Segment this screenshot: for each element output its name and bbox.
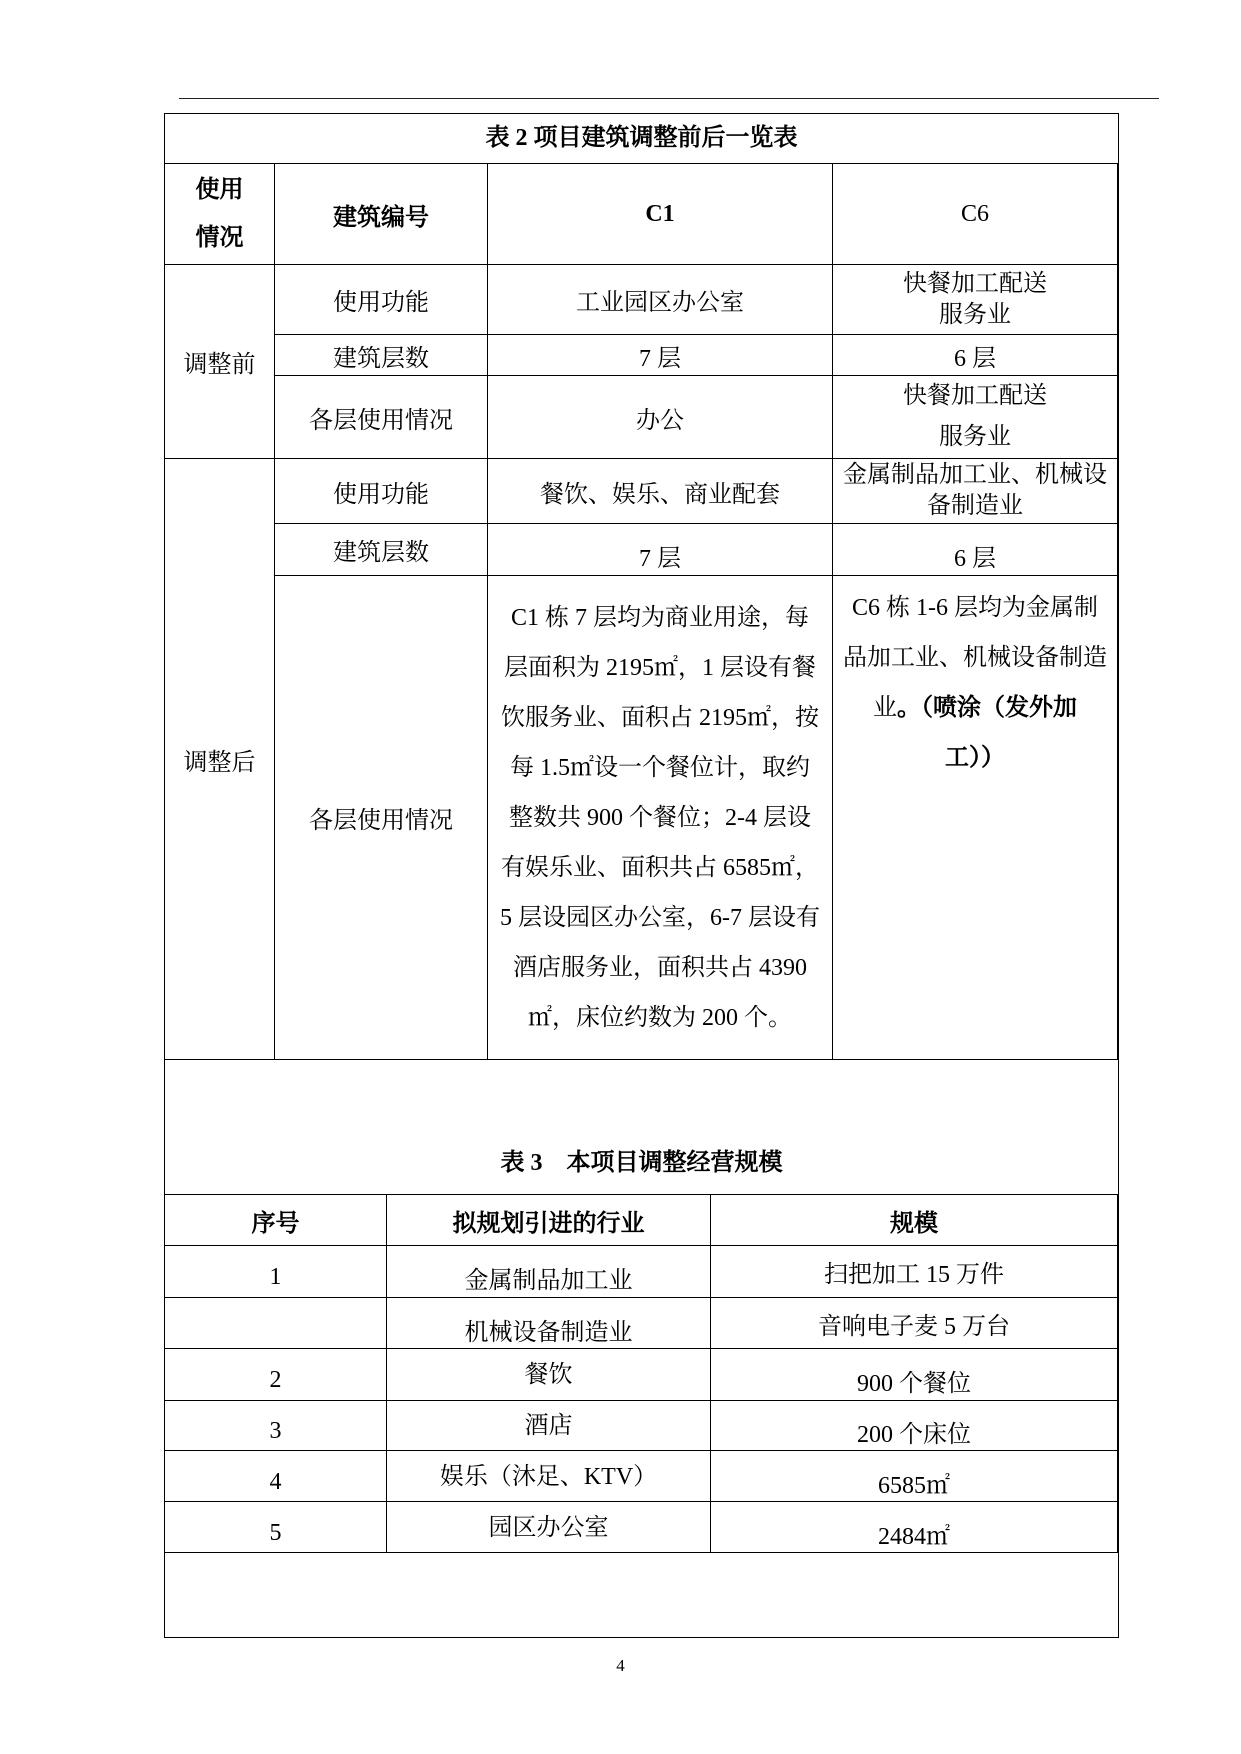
table3-row	[165, 1298, 1118, 1349]
table3-business-scale	[164, 1194, 1118, 1553]
table2-c6-value: 6 层	[833, 335, 1118, 376]
table2-header-c1: C1	[488, 164, 833, 265]
table2-item-label: 建筑层数	[275, 335, 488, 376]
table2-c1-value: 7 层	[488, 335, 833, 376]
table2-item-label: 使用功能	[275, 459, 488, 524]
table3-scale: 6585㎡	[711, 1451, 1118, 1502]
table3-scale: 900 个餐位	[711, 1349, 1118, 1401]
table3-header-row	[165, 1195, 1118, 1246]
table3-no: 4	[165, 1451, 387, 1502]
table3-header-scale: 规模	[711, 1195, 1118, 1246]
table3-industry: 餐饮	[387, 1349, 711, 1401]
table2-c6-floor-usage-cell	[833, 576, 1118, 1060]
table3-industry: 酒店	[387, 1401, 711, 1451]
table2-before-label: 调整前	[165, 265, 275, 459]
table2-row	[165, 576, 1118, 1060]
table2-c6-value: 6 层	[833, 524, 1118, 576]
table2-row	[165, 524, 1118, 576]
table3-no: 2	[165, 1349, 387, 1401]
table2-after-label: 调整后	[165, 459, 275, 1060]
table2-c6-value: 金属制品加工业、机械设 备制造业	[833, 459, 1118, 524]
table2-c1-value: 工业园区办公室	[488, 265, 833, 335]
table2-header-usage: 使用 情况	[165, 164, 275, 265]
table3-scale: 2484㎡	[711, 1502, 1118, 1553]
table2-item-label: 使用功能	[275, 265, 488, 335]
table2-c6-spray-note: 。（喷涂（发外加 工））	[897, 695, 1077, 771]
table2-header-c6: C6	[833, 164, 1118, 265]
table3-row	[165, 1246, 1118, 1298]
table2-c6-value: 快餐加工配送 服务业	[833, 376, 1118, 459]
table2-item-label: 各层使用情况	[275, 376, 488, 459]
header-rule	[179, 98, 1159, 99]
table3-row	[165, 1401, 1118, 1451]
table3-row	[165, 1349, 1118, 1401]
table2-row	[165, 265, 1118, 335]
table2-c6-value: 快餐加工配送 服务业	[833, 265, 1118, 335]
table2-c1-value: 办公	[488, 376, 833, 459]
table3-scale: 扫把加工 15 万件	[711, 1246, 1118, 1298]
table2-item-label: 建筑层数	[275, 524, 488, 576]
table3-header-industry: 拟规划引进的行业	[387, 1195, 711, 1246]
table3-scale: 音响电子麦 5 万台	[711, 1298, 1118, 1349]
table2-row	[165, 459, 1118, 524]
table2-building-adjustment	[164, 163, 1118, 1060]
table2-item-label: 各层使用情况	[275, 576, 488, 1060]
table3-no	[165, 1298, 387, 1349]
table2-c1-floor-usage-text: C1 栋 7 层均为商业用途，每 层面积为 2195㎡，1 层设有餐 饮服务业、面积占 2195㎡，按 每 1.5㎡设一个餐位计，取约 整数共 900 个餐位；2-4 层设 有娱乐业、面积共占 6585㎡， 5 层设园区办公室，6-7 层设有 酒店服务业，面积共占 4390 ㎡，床位约数为 200 个。	[488, 576, 833, 1060]
page-number: 4	[616, 1656, 625, 1675]
table3-scale: 200 个床位	[711, 1401, 1118, 1451]
table3-row	[165, 1502, 1118, 1553]
table2-c1-value: 7 层	[488, 524, 833, 576]
table3-industry: 金属制品加工业	[387, 1246, 711, 1298]
table3-industry: 机械设备制造业	[387, 1298, 711, 1349]
table3-no: 3	[165, 1401, 387, 1451]
table2-c6-floor-usage-text: C6 栋 1-6 层均为金属制 品加工业、机械设备制造 业	[843, 595, 1107, 721]
table2-header-row	[165, 164, 1118, 265]
table3-title: 表 3 本项目调整经营规模	[500, 1150, 783, 1176]
table2-row	[165, 376, 1118, 459]
table3-row	[165, 1451, 1118, 1502]
table2-title: 表 2 项目建筑调整前后一览表	[485, 125, 798, 151]
table2-row	[165, 335, 1118, 376]
table2-c1-value: 餐饮、娱乐、商业配套	[488, 459, 833, 524]
table3-header-no: 序号	[165, 1195, 387, 1246]
table3-no: 5	[165, 1502, 387, 1553]
table3-no: 1	[165, 1246, 387, 1298]
table3-industry: 园区办公室	[387, 1502, 711, 1553]
table3-industry: 娱乐（沐足、KTV）	[387, 1451, 711, 1502]
table2-header-building-no: 建筑编号	[275, 164, 488, 265]
